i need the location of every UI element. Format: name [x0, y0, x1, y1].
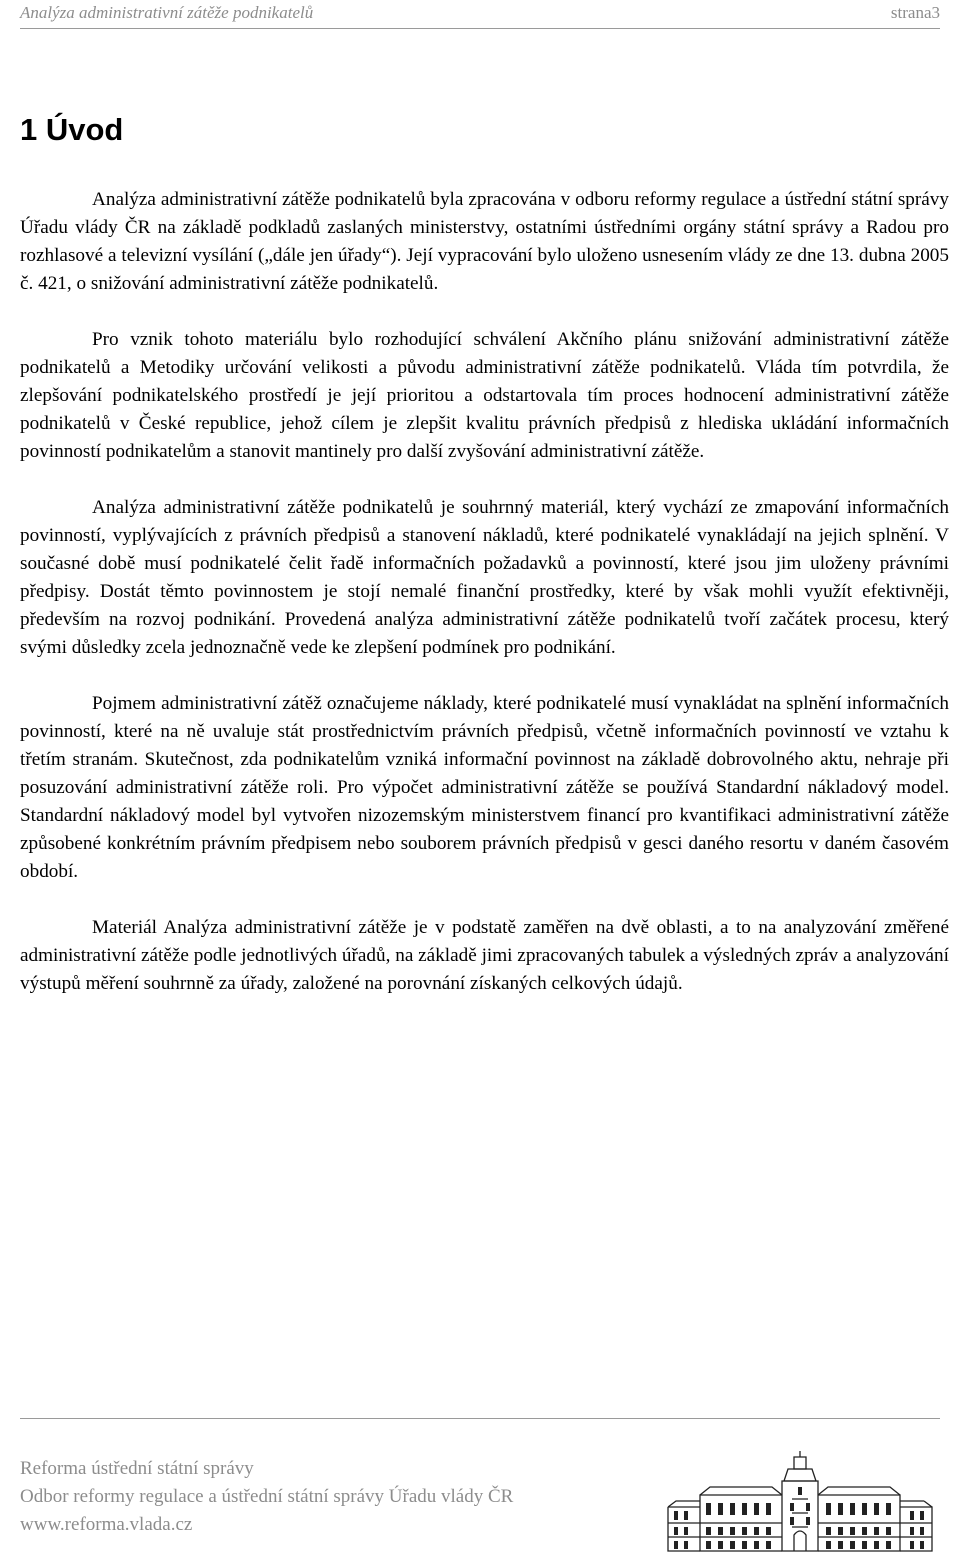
footer-line-reform: Reforma ústřední státní správy — [20, 1458, 254, 1479]
government-building-icon — [660, 1447, 940, 1555]
chapter-heading: 1 Úvod — [20, 112, 124, 147]
page-header — [20, 0, 940, 29]
paragraph-3: Analýza administrativní zátěže podnikatelů je souhrnný materiál, který vychází ze zmapování informačních povinností, vyplývajících z právních předpisů a stanovení nákladů, které podnikatelé vynakládají na jejich splnění. V současné době musí podnikatelé čelit řadě informačních požadavků a povinností, které jsou jim uloženy právními předpisy. Dostát těmto povinnostem je stojí nemalé finanční prostředky, které by však mohli využít efektivněji, především na rozvoj podnikání. Provedená analýza administrativní zátěže podnikatelů tvoří začátek procesu, který svými důsledky zcela jednoznačně vede ke zlepšení podmínek pro podnikání. — [20, 497, 949, 658]
document-title: Analýza administrativní zátěže podnikatelů — [20, 3, 314, 22]
paragraph-4: Pojmem administrativní zátěž označujeme náklady, které podnikatelé musí vynakládat na splnění informačních povinností, které na ně uvaluje stát prostřednictvím právních předpisů, včetně informačních povinností ve vztahu k třetím stranám. Skutečnost, zda podnikatelům vzniká informační povinnost na základě dobrovolného aktu, nehraje při posuzování administrativní zátěže roli. Pro výpočet administrativní zátěže se používá Standardní nákladový model. Standardní nákladový model byl vytvořen nizozemským ministerstvem financí pro kvantifikaci administrativní zátěže způsobené konkrétním právním předpisem nebo souborem právních předpisů v gesci daného resortu v daném časovém období. — [20, 693, 949, 882]
footer-line-website: www.reforma.vlada.cz — [20, 1514, 193, 1535]
paragraph-5: Materiál Analýza administrativní zátěže je v podstatě zaměřen na dvě oblasti, a to na analyzování změřené administrativní zátěže podle jednotlivých úřadů, na základě jimi zpracovaných tabulek a výsledných zpráv a analyzování výstupů měření souhrnně za úřady, založené na porovnání získaných celkových údajů. — [20, 917, 949, 994]
paragraph-1: Analýza administrativní zátěže podnikatelů byla zpracována v odboru reformy regulace a ústřední státní správy Úřadu vlády ČR na základě podkladů zaslaných ministerstvy, ostatními ústředními orgány státní správy a Radou pro rozhlasové a televizní vysílání („dále jen úřady“). Její vypracování bylo uloženo usnesením vlády ze dne 13. dubna 2005 č. 421, o snižování administrativní zátěže podnikatelů. — [20, 189, 949, 294]
page-footer — [20, 1418, 940, 1555]
body-text — [20, 186, 949, 1026]
page-number: strana3 — [890, 3, 940, 22]
paragraph-2: Pro vznik tohoto materiálu bylo rozhodující schválení Akčního plánu snižování administrativní zátěže podnikatelů a Metodiky určování velikosti a původu administrativní zátěže podnikatelů. Vláda tím potvrdila, že zlepšování podnikatelského prostředí je její prioritou a odstartovala tím proces hodnocení administrativní zátěže podnikatelů v České republice, jehož cílem je zlepšit kvalitu právních předpisů z hlediska ukládání informačních povinností podnikatelům a stanovit mantinely pro další zvyšování administrativní zátěže. — [20, 329, 949, 462]
footer-line-department: Odbor reformy regulace a ústřední státní správy Úřadu vlády ČR — [20, 1486, 514, 1507]
footer-text — [20, 1455, 513, 1539]
